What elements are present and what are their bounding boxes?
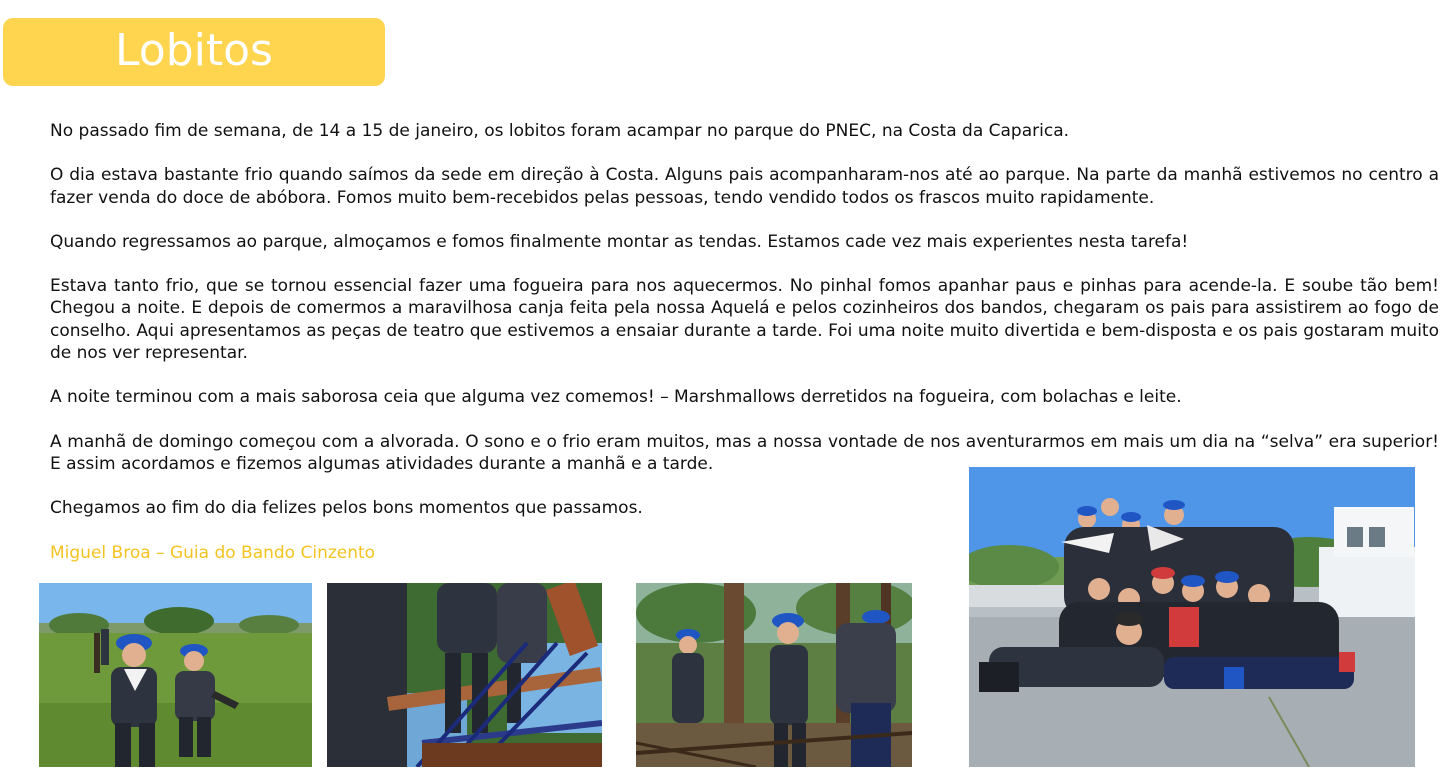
paragraph: A manhã de domingo começou com a alvorada. O sono e o frio eram muitos, mas a nossa vontade de nos aventurarmos em mais um dia na “selva” era superior! E assim acordamos e fizemos algumas atividades durante a manhã e a tarde. bbox=[50, 431, 1439, 474]
page-title: Lobitos bbox=[115, 25, 273, 76]
author-signature: Miguel Broa – Guia do Bando Cinzento bbox=[50, 542, 376, 563]
photo-rope-bridge bbox=[327, 583, 602, 767]
photo-scouts-woods bbox=[636, 583, 912, 767]
paragraph: Chegamos ao fim do dia felizes pelos bons momentos que passamos. bbox=[50, 498, 643, 519]
paragraph: No passado fim de semana, de 14 a 15 de janeiro, os lobitos foram acampar no parque do PNEC, na Costa da Caparica. bbox=[50, 121, 1070, 141]
photo-scouts-running bbox=[39, 583, 312, 767]
paragraph: Estava tanto frio, que se tornou essencial fazer uma fogueira para nos aquecermos. No pinhal fomos apanhar paus e pinhas para acende-la. E soube tão bem! Chegou a noite. E depois de comermos a maravilhosa canja feita pela nossa Aquelá e pelos cozinheiros dos bandos, chegaram os pais para assistirem ao fogo de conselho. Aqui apresentamos as peças de teatro que estivemos a ensaiar durante a tarde. Foi uma noite muito divertida e bem-disposta e os pais gostaram muito de nos ver representar. bbox=[50, 276, 1439, 364]
photo-group bbox=[969, 467, 1415, 767]
title-banner bbox=[3, 18, 385, 86]
paragraph: A noite terminou com a mais saborosa ceia que alguma vez comemos! – Marshmallows derretidos na fogueira, com bolachas e leite. bbox=[50, 387, 1182, 408]
paragraph: Quando regressamos ao parque, almoçamos e fomos finalmente montar as tendas. Estamos cade vez mais experientes nesta tarefa! bbox=[50, 231, 1189, 252]
paragraph: O dia estava bastante frio quando saímos da sede em direção à Costa. Alguns pais acompanharam-nos até ao parque. Na parte da manhã estivemos no centro a fazer venda do doce de abóbora. Fomos muito bem-recebidos pelas pessoas, tendo vendido todos os frascos muito rapidamente. bbox=[50, 165, 1439, 208]
